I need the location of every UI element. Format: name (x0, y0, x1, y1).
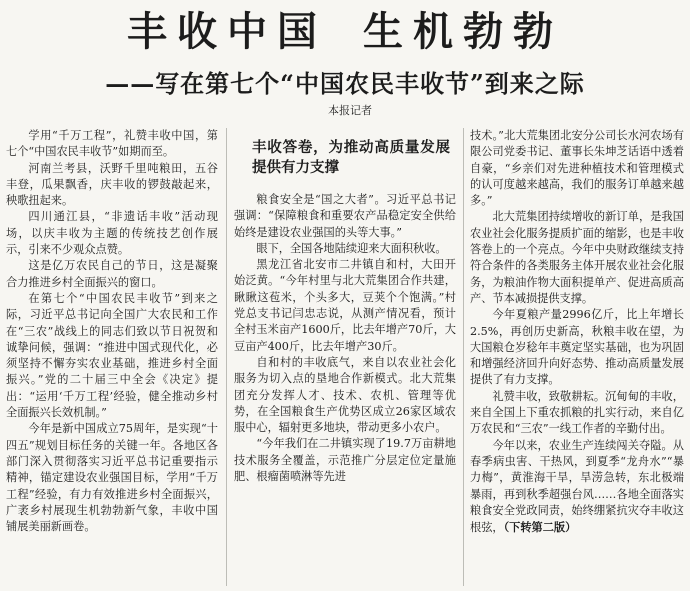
paragraph: 黑龙江省北安市二井镇自和村，大田开始泛黄。“今年村里与北大荒集团合作共建，瞅瞅这苞米，个头多大，豆荚个个饱满。”村党总支书记闫忠志说，从测产情况看，预计全村玉米亩产1600斤，比去年增产70斤，大豆亩产400斤，比去年增产30斤。 (234, 258, 456, 353)
paragraph: 技术。”北大荒集团北安分公司长水河农场有限公司党委书记、董事长朱坤芝话语中透着自豪，“乡亲们对先进种植技术和管理模式的认可度越来越高，我们的服务订单越来越多。” (470, 129, 684, 208)
article-subtitle: ——写在第七个“中国农民丰收节”到来之际 (105, 69, 585, 98)
article-title-part2: 生机勃勃 (363, 9, 563, 55)
paragraph: 在第七个“中国农民丰收节”到来之际，习近平总书记向全国广大农民和工作在“三农”战线上的同志们致以节日祝贺和诚挚问候，强调：“推进中国式现代化，必须坚持不懈夯实农业基础，推进乡村全面振兴。”党的二十届三中全会《决定》提出：“运用‘千万工程’经验，健全推动乡村全面振兴长效机制。” (6, 291, 218, 420)
paragraph-text: 今年以来，农业生产连续闯关夺隘。从春季病虫害、干热风，到夏季“龙舟水”“暴力梅”，黄淮海干旱，旱涝急转，东北极端暴雨，再到秋季超强台风……各地全面落实粮食安全党政同责，始终绷紧抗灾夺丰收这根弦， (470, 438, 684, 535)
paragraph (470, 438, 684, 537)
article-title (0, 8, 690, 56)
column-1 (6, 128, 218, 586)
paragraph: 北大荒集团持续增收的新订单，是我国农业社会化服务提质扩面的缩影，也是丰收答卷上的一个亮点。今年中央财政继续支持符合条件的各类服务主体开展农业社会化服务，为粮油作物大面积提单产、促进高质高产、节本减损提供支撑。 (470, 210, 684, 305)
column-3 (470, 128, 684, 586)
column-2 (234, 128, 456, 586)
paragraph: 今年是新中国成立75周年，是实现“十四五”规划目标任务的关键一年。各地区各部门深入贯彻落实习近平总书记重要指示精神，锚定建设农业强国目标，学用“千万工程”经验，有力有效推进乡村全面振兴，广袤乡村展现生机勃勃新气象，丰收中国铺展美丽新画卷。 (6, 422, 218, 534)
paragraph: 学用“千万工程”，礼赞丰收中国，第七个“中国农民丰收节”如期而至。 (6, 129, 218, 159)
paragraph: 今年夏粮产量2996亿斤，比上年增长2.5%，再创历史新高，秋粮丰收在望，为大国粮仓岁稔年丰奠定坚实基础，也为巩固和增强经济回升向好态势、推动高质量发展提供了有力支撑。 (470, 308, 684, 387)
paragraph: 粮食安全是“国之大者”。习近平总书记强调：“保障粮食和重要农产品稳定安全供给始终是建设农业强国的头等大事。” (234, 193, 456, 239)
column-divider (226, 128, 227, 586)
paragraph: 自和村的丰收底气，来自以农业社会化服务为切入点的垦地合作新模式。北大荒集团充分发挥人才、技术、农机、管理等优势，在全国粮食生产优势区成立26家区域农服中心，辐射更多地块，带动更多小农户。 (234, 355, 456, 435)
section-headline: 丰收答卷，为推动高质量发展提供有力支撑 (252, 140, 450, 176)
paragraph: 四川通江县，“非遗话丰收”活动现场，以庆丰收为主题的传统技艺创作展示，引来不少观众点赞。 (6, 210, 218, 257)
article-title-part1: 丰收中国 (127, 9, 327, 55)
column-divider (463, 128, 464, 586)
byline: 本报记者 (328, 104, 372, 117)
paragraph: 这是亿万农民自己的节日，这是凝聚合力推进乡村全面振兴的窗口。 (6, 259, 218, 289)
paragraph: 河南兰考县，沃野千里吨粮田，五谷丰登，瓜果飘香，庆丰收的锣鼓敲起来，秧歌扭起来。 (6, 161, 218, 208)
paragraph: 眼下，全国各地陆续迎来大面积秋收。 (256, 241, 447, 255)
continued-notice: （下转第二版） (503, 520, 577, 535)
paragraph: “今年我们在二井镇实现了19.7万亩耕地技术服务全覆盖，示范推广分层定位定量施肥、根瘤菌喷淋等先进 (234, 437, 456, 484)
paragraph: 礼赞丰收，致敬耕耘。沉甸甸的丰收，来自全国上下重农抓粮的扎实行动，来自亿万农民和“三农”一线工作者的辛勤付出。 (470, 389, 684, 436)
